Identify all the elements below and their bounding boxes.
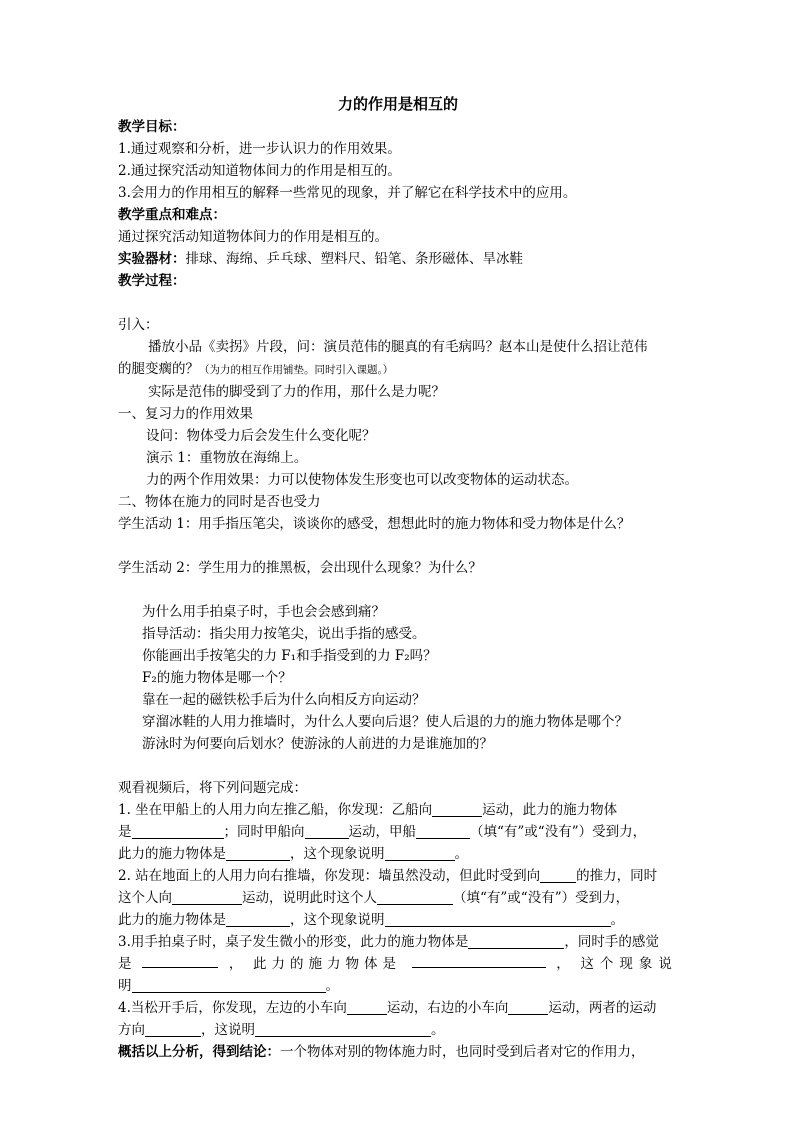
fill-blank[interactable] (385, 846, 455, 861)
fill-blank[interactable] (347, 1000, 387, 1015)
q2-text: 运动，说明此时这个人 (242, 890, 377, 906)
q1-text: 运动，甲船 (348, 824, 416, 840)
fill-blank[interactable] (132, 824, 224, 839)
q1-text: ；同时甲船向 (223, 824, 305, 840)
intro-label: 引入： (118, 317, 159, 333)
question-item: 游泳时为何要向后划水？使游泳的人前进的力是谁施加的？ (142, 736, 493, 752)
fill-blank[interactable] (305, 824, 349, 839)
q1-text: 。 (454, 846, 468, 862)
key-heading: 教学重点和难点： (118, 207, 226, 223)
q4-line-2 (118, 1019, 678, 1041)
fill-blank[interactable] (385, 912, 611, 927)
q3-line-2 (118, 953, 678, 975)
q1-text: （填“有”或“没有”）受到力， (470, 824, 647, 840)
section-1-heading: 一、复习力的作用效果 (118, 406, 253, 422)
key-text: 通过探究活动知道物体间力的作用是相互的。 (118, 229, 388, 245)
question-item: F₂的施力物体是哪一个？ (142, 670, 292, 686)
intro-paragraph-2: 实际是范伟的脚受到了力的作用，那什么是力呢？ (148, 384, 445, 400)
q3-text: 是 (118, 956, 132, 972)
q4-text: 。 (431, 1022, 445, 1038)
page-title: 力的作用是相互的 (337, 95, 458, 113)
section-2-heading: 二、物体在施力的同时是否也受力 (118, 494, 321, 510)
q4-text: ，这说明 (201, 1022, 255, 1038)
question-item: 你能画出手按笔尖的力 F₁和手指受到的力 F₂吗？ (142, 648, 437, 664)
materials-text: 排球、海绵、乒乓球、塑料尺、铅笔、条形磁体、旱冰鞋 (185, 251, 523, 267)
q2-text: 2. 站在地面上的人用力向右推墙，你发现：墙虽然没动，但此时受到向 (118, 868, 541, 884)
goal-3: 3.会用力的作用相互的解释一些常见的现象，并了解它在科学技术中的应用。 (118, 185, 577, 201)
question-item: 为什么用手拍桌子时，手也会会感到痛？ (142, 604, 385, 620)
conclusion-heading: 概括以上分析，得到结论： (118, 1044, 280, 1060)
video-intro: 观看视频后，将下列问题完成： (118, 780, 307, 796)
fill-blank[interactable] (132, 978, 326, 993)
q4-line-1 (118, 997, 678, 1019)
q1-text: 是 (118, 824, 132, 840)
goals-heading: 教学目标： (118, 119, 186, 135)
q3-text: 明 (118, 978, 132, 994)
q3-text: 此力的施力物体是 (252, 956, 401, 972)
goal-1: 1.通过观察和分析，进一步认识力的作用效果。 (118, 141, 401, 157)
fill-blank[interactable] (377, 890, 453, 905)
fill-blank[interactable] (226, 912, 290, 927)
section-1-demo: 演示 1：重物放在海绵上。 (146, 450, 308, 466)
q3-text: 这个现象说 (580, 956, 678, 972)
q1-text: ，这个现象说明 (290, 846, 385, 862)
materials-heading: 实验器材： (118, 251, 186, 267)
fill-blank[interactable] (226, 846, 290, 861)
q4-text: 4.当松开手后，你发现，左边的小车向 (118, 1000, 347, 1016)
q2-line-1 (118, 865, 678, 887)
section-1-question: 设问：物体受力后会发生什么变化呢？ (146, 428, 376, 444)
q1-text: 运动，此力的施力物体 (482, 802, 618, 818)
q1-line-2 (118, 821, 678, 843)
q4-text: 运动，右边的小车向 (386, 1000, 509, 1016)
intro-paragraph-1b (118, 358, 678, 381)
process-heading: 教学过程： (118, 273, 186, 289)
q2-text: ，这个现象说明 (290, 912, 385, 928)
q4-text: 方向 (118, 1022, 145, 1038)
question-item: 穿溜冰鞋的人用力推墙时，为什么人要向后退？使人后退的力的施力物体是哪个？ (142, 714, 628, 730)
q1-line-1 (118, 799, 678, 821)
fill-blank[interactable] (432, 802, 482, 817)
q3-text: ， (556, 956, 570, 972)
q2-line-2 (118, 887, 678, 909)
fill-blank[interactable] (540, 868, 576, 883)
activity-1: 学生活动 1：用手指压笔尖，谈谈你的感受，想想此时的施力物体和受力物体是什么？ (118, 516, 631, 532)
q3-line-1 (118, 931, 678, 953)
q1-text: 此力的施力物体是 (118, 846, 226, 862)
fill-blank[interactable] (255, 1022, 431, 1037)
q3-text: 。 (325, 978, 339, 994)
q2-text: 此力的施力物体是 (118, 912, 226, 928)
q1-line-3 (118, 843, 678, 865)
q3-text: ， (228, 956, 243, 972)
q1-text: 1. 坐在甲船上的人用力向左推乙船，你发现：乙船向 (118, 802, 433, 818)
materials-line (118, 248, 678, 270)
conclusion-line (118, 1041, 678, 1063)
fill-blank[interactable] (468, 934, 564, 949)
fill-blank[interactable] (145, 1022, 201, 1037)
question-item: 指导活动：指尖用力按笔尖，说出手指的感受。 (142, 626, 426, 642)
q3-text: ，同时手的感觉 (564, 934, 659, 950)
q2-text: 这个人向 (118, 890, 172, 906)
fill-blank[interactable] (142, 953, 218, 968)
activity-2: 学生活动 2：学生用力的推黑板，会出现什么现象？为什么？ (118, 560, 482, 576)
fill-blank[interactable] (172, 890, 242, 905)
document-page (118, 92, 678, 1063)
fill-blank[interactable] (416, 824, 470, 839)
goal-2: 2.通过探究活动知道物体间力的作用是相互的。 (118, 163, 401, 179)
q2-text: 。 (610, 912, 624, 928)
conclusion-text: 一个物体对别的物体施力时，也同时受到后者对它的作用力， (280, 1044, 645, 1060)
intro-paragraph-1a: 播放小品《卖拐》片段，问：演员范伟的腿真的有毛病吗？赵本山是使什么招让范伟 (148, 339, 648, 355)
fill-blank[interactable] (508, 1000, 548, 1015)
question-item: 靠在一起的磁铁松手后为什么向相反方向运动？ (142, 692, 426, 708)
intro-p1b: 的腿变瘸的？ (118, 361, 199, 377)
q2-text: 的推力，同时 (576, 868, 658, 884)
q3-text: 3.用手拍桌子时，桌子发生微小的形变，此力的施力物体是 (118, 934, 469, 950)
section-1-effects: 力的两个作用效果：力可以使物体发生形变也可以改变物体的运动状态。 (146, 472, 578, 488)
q2-line-3 (118, 909, 678, 931)
q4-text: 运动，两者的运动 (548, 1000, 657, 1016)
fill-blank[interactable] (412, 953, 546, 968)
intro-note: （为力的相互作用铺垫。同时引入课题。） (199, 364, 394, 376)
q3-line-3 (118, 975, 678, 997)
q2-text: （填“有”或“没有”）受到力， (453, 890, 630, 906)
